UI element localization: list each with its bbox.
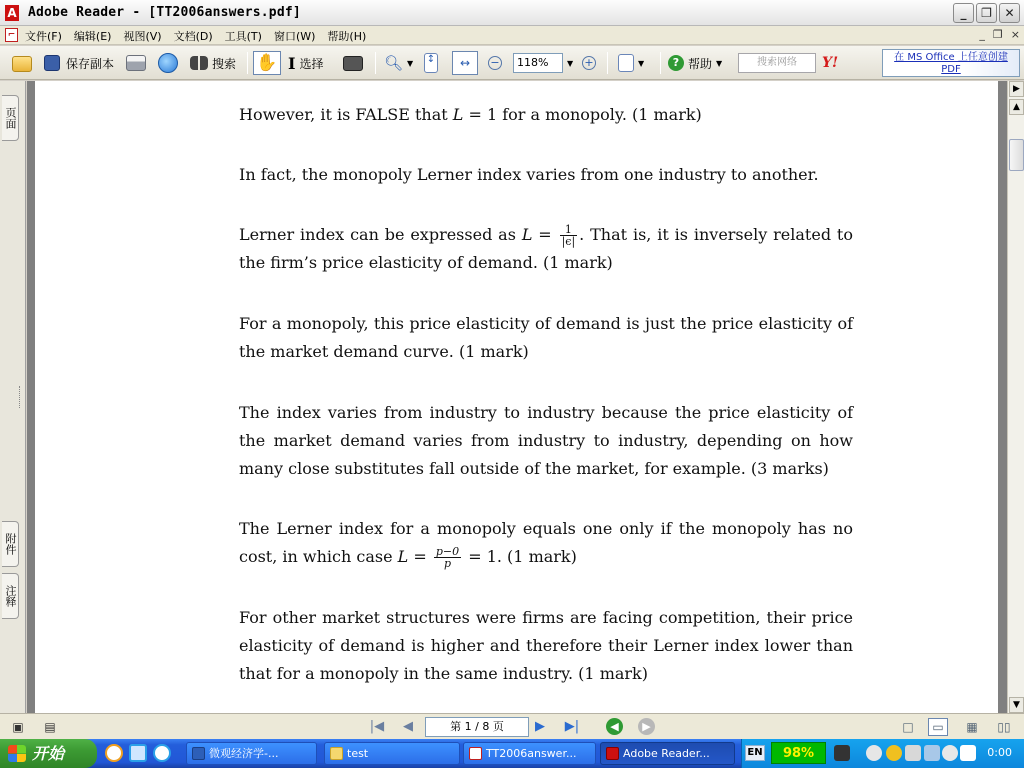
save-copy-label: 保存副本: [66, 56, 115, 71]
toolbar-separator: [375, 52, 376, 74]
go-back-icon[interactable]: ◀: [606, 718, 623, 735]
scroll-up-arrow[interactable]: ▲: [1009, 99, 1024, 115]
save-copy-button[interactable]: [44, 51, 114, 75]
minus-circle-icon: −: [488, 56, 502, 70]
show-desktop-icon[interactable]: [129, 744, 147, 762]
menu-list: [25, 28, 366, 44]
office-link-line1: 在 MS Office 上任意创建: [894, 52, 1008, 63]
minimize-button[interactable]: _: [953, 3, 974, 23]
battery-indicator[interactable]: 98%: [771, 742, 826, 764]
doc-minimize-button[interactable]: _: [979, 28, 985, 41]
page-thumb-icon[interactable]: ▤: [44, 720, 56, 734]
zoom-in-button[interactable]: [582, 51, 596, 75]
page-number-input[interactable]: 第 1 / 8 页: [425, 717, 529, 737]
fit-width-icon: ↔: [459, 56, 471, 70]
printer-icon: [126, 55, 146, 71]
equals-sign: =: [532, 225, 558, 244]
search-button[interactable]: [190, 51, 236, 75]
task-button-word[interactable]: [186, 742, 317, 765]
tab-pages[interactable]: 页面: [2, 95, 19, 141]
chevron-down-icon: ▼: [716, 58, 723, 68]
doc-restore-button[interactable]: ❐: [992, 28, 1003, 41]
equals-sign: =: [408, 547, 432, 566]
camera-icon: [343, 56, 363, 71]
continuous-facing-view-icon[interactable]: ▯▯: [997, 720, 1011, 734]
text-cursor-icon: I: [288, 53, 296, 73]
paragraph-monopoly-elasticity: For a monopoly, this price elasticity of demand is just the price elasticity of the market demand curve. (1 mark): [239, 314, 853, 361]
start-button[interactable]: [0, 739, 97, 768]
select-label: 选择: [299, 56, 324, 71]
plus-circle-icon: +: [582, 56, 596, 70]
panel-resize-grip[interactable]: [19, 386, 22, 408]
help-label: 帮助: [688, 56, 713, 71]
toolbar-separator: [247, 52, 248, 74]
fraction-numerator: 1: [560, 224, 578, 236]
network-icon[interactable]: [924, 745, 940, 761]
keyboard-icon[interactable]: [905, 745, 921, 761]
document-window-controls: [979, 28, 1020, 41]
zoom-in-tool-button[interactable]: [384, 51, 413, 75]
hand-icon: ✋: [256, 53, 278, 73]
help-button[interactable]: [668, 51, 722, 75]
menu-window[interactable]: 窗口(W): [273, 30, 316, 43]
select-tool-button[interactable]: [288, 51, 324, 75]
scroll-thumb[interactable]: [1009, 139, 1024, 171]
tab-comments[interactable]: 注释: [2, 573, 19, 619]
clock: 0:00: [987, 746, 1012, 759]
task-label: TT2006answer...: [486, 747, 577, 760]
paragraph-other-structures: For other market structures were firms are facing competition, their price elasticity of demand is higher and therefore their Lerner index lower than that for a monopoly in the same industry. (1 mark): [239, 608, 853, 683]
menu-view[interactable]: 视图(V): [123, 30, 162, 43]
scroll-down-arrow[interactable]: ▼: [1009, 697, 1024, 713]
signal-bars-icon[interactable]: [960, 745, 976, 761]
zoom-level-select[interactable]: [513, 51, 573, 75]
document-viewport[interactable]: [27, 81, 1007, 713]
actual-size-button[interactable]: [424, 51, 438, 75]
menu-document[interactable]: 文档(D): [173, 30, 213, 43]
menu-file[interactable]: 文件(F): [25, 30, 62, 43]
adobe-reader-icon: [606, 747, 619, 760]
open-button[interactable]: [12, 51, 32, 75]
ms-office-pdf-link[interactable]: [882, 49, 1020, 77]
yahoo-icon: Y!: [822, 55, 839, 71]
continuous-view-icon[interactable]: ▭: [928, 718, 948, 736]
binoculars-icon: [190, 56, 208, 70]
web-search-box[interactable]: [738, 51, 816, 75]
pages-icon: [618, 54, 634, 72]
close-button[interactable]: ✕: [999, 3, 1020, 23]
math-variable-l: L: [452, 105, 464, 124]
math-variable-l: L: [397, 547, 409, 566]
qq-icon[interactable]: [886, 745, 902, 761]
fit-height-icon: ↕: [424, 53, 438, 73]
chevron-down-icon: ▼: [638, 58, 645, 68]
power-plug-icon[interactable]: [834, 745, 850, 761]
collapse-tray-icon[interactable]: [866, 745, 882, 761]
task-button-pdf[interactable]: [463, 742, 596, 765]
print-button[interactable]: [126, 51, 146, 75]
fraction-numerator: p−0: [435, 545, 460, 558]
fraction-denominator: |ϵ|: [561, 235, 576, 248]
task-label: 微观经济学-...: [209, 747, 279, 760]
yahoo-button[interactable]: [822, 51, 838, 75]
task-label: Adobe Reader...: [623, 747, 710, 760]
adobe-reader-icon: A: [5, 5, 19, 21]
document-icon: [192, 747, 205, 760]
help-icon: ?: [668, 55, 684, 71]
windows-flag-icon: [8, 745, 26, 762]
folder-icon: [12, 56, 32, 72]
window-controls: [953, 3, 1020, 23]
paragraph-varies: In fact, the monopoly Lerner index varies from one industry to another.: [239, 165, 819, 184]
last-page-button[interactable]: ▶|: [564, 719, 580, 734]
chevron-down-icon: ▼: [567, 58, 574, 68]
start-label: 开始: [32, 744, 65, 763]
pdf-page: [35, 81, 998, 713]
task-label: test: [347, 747, 369, 760]
vertical-scrollbar[interactable]: [1007, 81, 1024, 713]
paragraph-industry-variation: The index varies from industry to industry because the price elasticity of the market demand varies from industry to industry, depending on how many close substitutes fall outside of the market, for example. (3 marks): [239, 403, 853, 478]
globe-mail-icon: [158, 53, 178, 73]
scroll-right-arrow[interactable]: ▶: [1009, 81, 1024, 97]
restore-button[interactable]: ❐: [976, 3, 997, 23]
snapshot-button[interactable]: [343, 51, 363, 75]
folder-icon: [330, 747, 343, 760]
paragraph-false-claim: [239, 101, 853, 129]
doc-close-button[interactable]: ×: [1010, 28, 1020, 41]
title-bar: [0, 0, 1024, 26]
text-segment: Lerner index can be expressed as: [239, 225, 522, 244]
quick-launch: [105, 744, 171, 762]
toolbar-separator: [607, 52, 608, 74]
toolbar-separator: [660, 52, 661, 74]
next-page-button[interactable]: ▶: [535, 719, 545, 734]
paragraph-no-cost: [239, 515, 853, 571]
paragraph-lerner-formula: [239, 221, 853, 277]
language-indicator[interactable]: EN: [745, 745, 765, 761]
pdf-document-icon: [469, 747, 482, 760]
internet-explorer-icon[interactable]: [153, 744, 171, 762]
text-segment: The Lerner index for a monopoly equals one only if the monopoly has no cost, in which case: [239, 519, 853, 566]
media-player-icon[interactable]: [105, 744, 123, 762]
menu-tools[interactable]: 工具(T): [224, 30, 262, 43]
pdf-document-icon[interactable]: ⌐: [5, 28, 18, 42]
windows-taskbar: [0, 739, 1024, 768]
rotate-pages-button[interactable]: [618, 51, 644, 75]
task-button-adobe-reader[interactable]: [600, 742, 735, 765]
zoom-out-button[interactable]: [488, 51, 502, 75]
page-navigation-bar: [0, 713, 1024, 739]
floppy-disk-icon: [44, 55, 60, 71]
search-label: 搜索: [212, 56, 237, 71]
office-link-line2: PDF: [941, 64, 961, 75]
single-page-view-icon[interactable]: □: [902, 720, 914, 734]
tab-attachments[interactable]: 附件: [2, 521, 19, 567]
window-title: Adobe Reader - [TT2006answers.pdf]: [28, 5, 301, 20]
fit-width-button[interactable]: [452, 51, 478, 75]
text-segment: = 1 for a monopoly. (1 mark): [463, 105, 702, 124]
menu-bar: [0, 26, 1024, 45]
hand-tool-button[interactable]: [253, 51, 281, 75]
task-button-folder[interactable]: [324, 742, 460, 765]
email-button[interactable]: [158, 51, 178, 75]
fraction-p-minus-zero-over-p: [434, 546, 461, 569]
chevron-down-icon: ▼: [407, 58, 414, 68]
first-page-button[interactable]: |◀: [369, 719, 385, 734]
text-segment: However, it is FALSE that: [239, 105, 453, 124]
navigation-panel: [0, 81, 26, 713]
toolbar: [0, 46, 1024, 80]
math-variable-l: L: [521, 225, 533, 244]
text-segment: = 1. (1 mark): [463, 547, 577, 566]
text-segment: . That is, it is inversely related to the firm’s price elasticity of demand. (1 mark): [239, 225, 853, 272]
fraction-one-over-elasticity: [560, 224, 578, 247]
volume-icon[interactable]: [942, 745, 958, 761]
previous-page-button[interactable]: ◀: [403, 719, 413, 734]
menu-help[interactable]: 帮助(H): [327, 30, 367, 43]
zoom-value[interactable]: 118%: [513, 53, 563, 73]
menu-edit[interactable]: 编辑(E): [73, 30, 112, 43]
panel-toggle-icon[interactable]: ▣: [12, 720, 24, 734]
go-forward-icon[interactable]: ▶: [638, 718, 655, 735]
facing-view-icon[interactable]: ▦: [966, 720, 978, 734]
web-search-input[interactable]: 搜索网络: [738, 53, 816, 73]
magnifier-plus-icon: 🔍︎: [384, 54, 404, 72]
fraction-denominator: p: [443, 557, 452, 570]
